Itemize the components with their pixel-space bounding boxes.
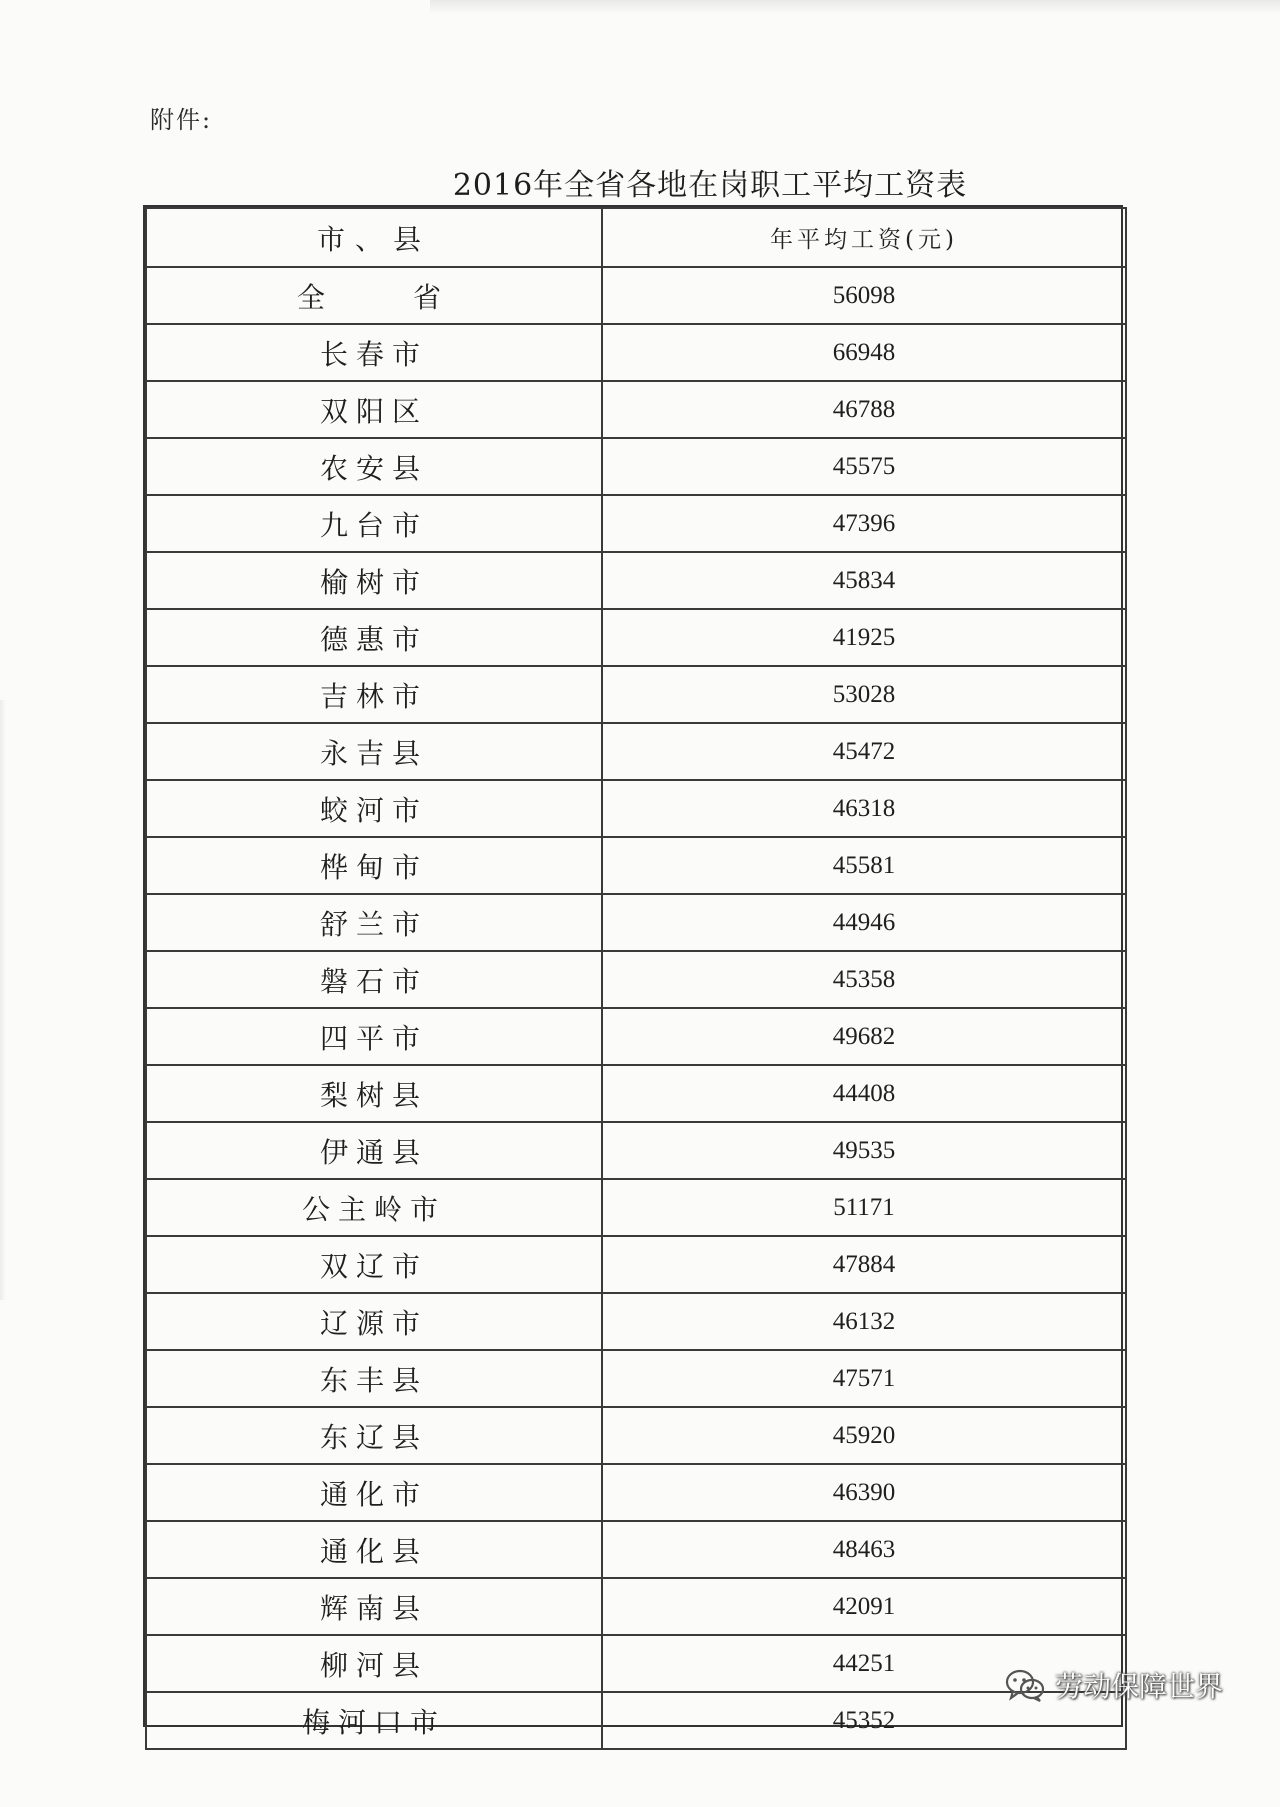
watermark bbox=[1005, 1665, 1223, 1705]
wage-cell: 66948 bbox=[602, 324, 1126, 381]
column-header-wage: 年平均工资(元) bbox=[602, 208, 1126, 267]
place-cell: 舒兰市 bbox=[146, 894, 602, 951]
place-cell: 长春市 bbox=[146, 324, 602, 381]
wechat-icon bbox=[1005, 1668, 1045, 1702]
wage-cell: 41925 bbox=[602, 609, 1126, 666]
place-cell: 德惠市 bbox=[146, 609, 602, 666]
wage-cell: 45575 bbox=[602, 438, 1126, 495]
wage-table bbox=[145, 207, 1127, 1750]
place-cell: 磐石市 bbox=[146, 951, 602, 1008]
place-cell: 吉林市 bbox=[146, 666, 602, 723]
wage-cell: 45834 bbox=[602, 552, 1126, 609]
table-row bbox=[146, 1692, 1126, 1749]
place-cell: 永吉县 bbox=[146, 723, 602, 780]
place-cell: 榆树市 bbox=[146, 552, 602, 609]
place-cell: 双辽市 bbox=[146, 1236, 602, 1293]
wage-table-container bbox=[143, 205, 1123, 1739]
place-cell: 四平市 bbox=[146, 1008, 602, 1065]
wage-cell: 44408 bbox=[602, 1065, 1126, 1122]
place-cell: 东丰县 bbox=[146, 1350, 602, 1407]
table-row bbox=[146, 1464, 1126, 1521]
table-row bbox=[146, 1122, 1126, 1179]
place-cell: 桦甸市 bbox=[146, 837, 602, 894]
place-cell: 柳河县 bbox=[146, 1635, 602, 1692]
attachment-label: 附件: bbox=[150, 106, 213, 134]
scan-edge bbox=[0, 700, 6, 1300]
wage-cell: 46788 bbox=[602, 381, 1126, 438]
wage-cell: 46390 bbox=[602, 1464, 1126, 1521]
wage-cell: 49682 bbox=[602, 1008, 1126, 1065]
wage-cell: 47571 bbox=[602, 1350, 1126, 1407]
column-header-place: 市、县 bbox=[146, 208, 602, 267]
place-cell: 梅河口市 bbox=[146, 1692, 602, 1749]
table-row bbox=[146, 1578, 1126, 1635]
wage-cell: 45581 bbox=[602, 837, 1126, 894]
wage-cell: 44946 bbox=[602, 894, 1126, 951]
table-row bbox=[146, 609, 1126, 666]
wage-cell: 48463 bbox=[602, 1521, 1126, 1578]
place-cell: 九台市 bbox=[146, 495, 602, 552]
table-row bbox=[146, 324, 1126, 381]
table-row bbox=[146, 1407, 1126, 1464]
wage-cell: 56098 bbox=[602, 267, 1126, 324]
table-row bbox=[146, 1635, 1126, 1692]
wage-cell: 45920 bbox=[602, 1407, 1126, 1464]
wage-cell: 49535 bbox=[602, 1122, 1126, 1179]
wage-cell: 46318 bbox=[602, 780, 1126, 837]
watermark-text: 劳动保障世界 bbox=[1055, 1670, 1224, 1703]
table-row bbox=[146, 780, 1126, 837]
place-cell: 通化市 bbox=[146, 1464, 602, 1521]
place-cell: 双阳区 bbox=[146, 381, 602, 438]
wage-cell: 51171 bbox=[602, 1179, 1126, 1236]
table-row bbox=[146, 951, 1126, 1008]
wage-cell: 45352 bbox=[602, 1692, 1126, 1749]
place-cell: 通化县 bbox=[146, 1521, 602, 1578]
place-cell: 蛟河市 bbox=[146, 780, 602, 837]
table-row bbox=[146, 1065, 1126, 1122]
place-cell: 东辽县 bbox=[146, 1407, 602, 1464]
wage-cell: 47396 bbox=[602, 495, 1126, 552]
place-cell: 农安县 bbox=[146, 438, 602, 495]
wage-cell: 45472 bbox=[602, 723, 1126, 780]
place-cell: 辉南县 bbox=[146, 1578, 602, 1635]
table-row bbox=[146, 552, 1126, 609]
wage-cell: 53028 bbox=[602, 666, 1126, 723]
table-row bbox=[146, 837, 1126, 894]
scan-edge bbox=[430, 0, 1280, 14]
table-row bbox=[146, 438, 1126, 495]
table-row bbox=[146, 1293, 1126, 1350]
place-cell: 伊通县 bbox=[146, 1122, 602, 1179]
wage-cell: 45358 bbox=[602, 951, 1126, 1008]
place-cell: 辽源市 bbox=[146, 1293, 602, 1350]
table-row bbox=[146, 723, 1126, 780]
table-row bbox=[146, 894, 1126, 951]
table-row bbox=[146, 1350, 1126, 1407]
table-row bbox=[146, 666, 1126, 723]
table-row bbox=[146, 1236, 1126, 1293]
wage-cell: 47884 bbox=[602, 1236, 1126, 1293]
table-body bbox=[146, 267, 1126, 1749]
table-row bbox=[146, 1008, 1126, 1065]
wage-cell: 42091 bbox=[602, 1578, 1126, 1635]
document-title: 2016年全省各地在岗职工平均工资表 bbox=[452, 168, 968, 203]
place-cell: 梨树县 bbox=[146, 1065, 602, 1122]
table-row bbox=[146, 1179, 1126, 1236]
table-row bbox=[146, 381, 1126, 438]
place-cell: 全 省 bbox=[146, 267, 602, 324]
table-row bbox=[146, 495, 1126, 552]
wage-cell: 44251 bbox=[602, 1635, 1126, 1692]
wage-cell: 46132 bbox=[602, 1293, 1126, 1350]
table-row bbox=[146, 1521, 1126, 1578]
place-cell: 公主岭市 bbox=[146, 1179, 602, 1236]
table-row bbox=[146, 267, 1126, 324]
table-header-row bbox=[146, 208, 1126, 267]
